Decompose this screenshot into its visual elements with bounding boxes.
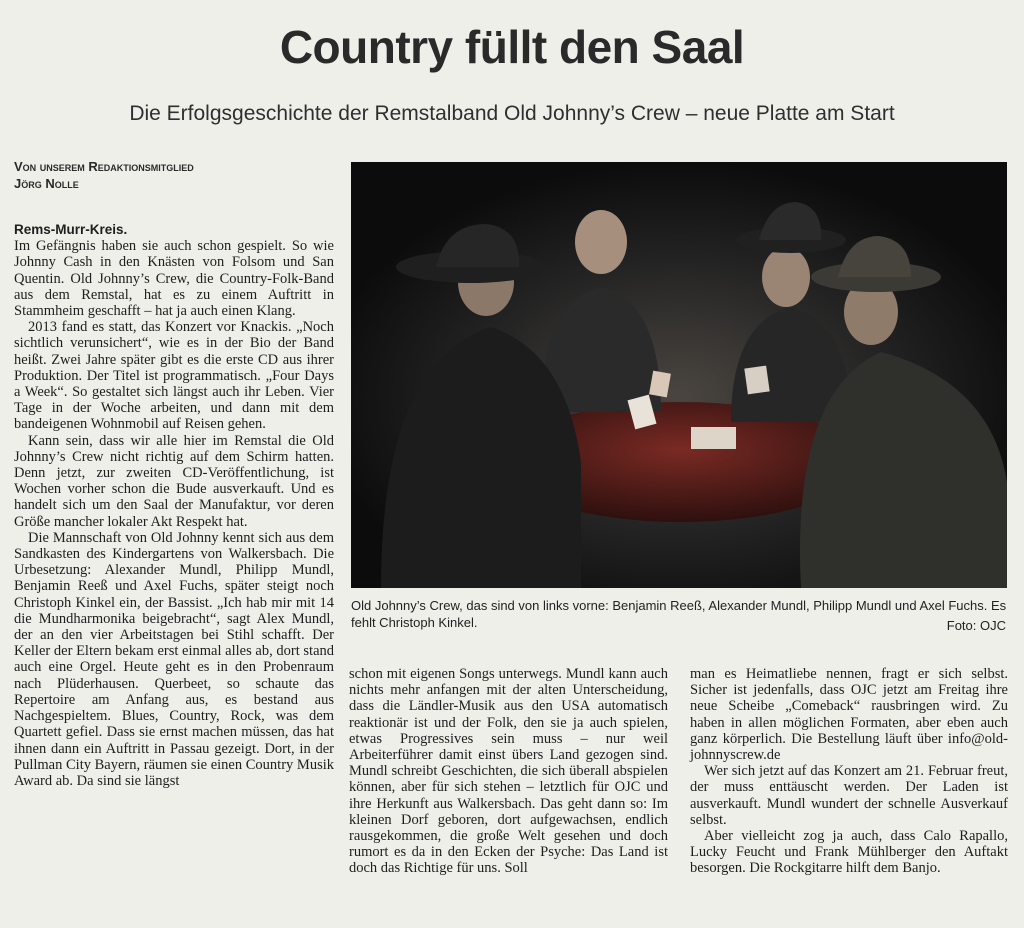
article-column-1 (14, 222, 334, 789)
article-column-2 (349, 666, 668, 877)
band-photo-illustration (351, 162, 1007, 588)
article-column-3 (690, 666, 1008, 877)
byline (14, 158, 334, 192)
dateline: Rems-Murr-Kreis. (14, 222, 128, 237)
paragraph: schon mit eigenen Songs unterwegs. Mundl kann auch nichts mehr anfangen mit der alten Unterscheidung, dass die Ländler-Musik aus den USA automatisch reaktionär ist und der Folk, den sie ja auch spielen, etwas Progressives sein muss – nur weil Arbeiterführer damit einst übers Land gezogen sind. Mundl schreibt Geschichten, die sich überall abspielen können, aber für sich stehen – letztlich für OJC und ihre Herkunft aus Walkersbach. Das geht dann so: Im kleinen Dorf geboren, dort aufgewachsen, endlich rausgekommen, die große Welt gesehen und doch rumort es da in den Ecken der Psyche: Das Land ist doch das Richtige für uns. Soll (349, 666, 668, 877)
paragraph: 2013 fand es statt, das Konzert vor Knackis. „Noch sichtlich verunsichert“, wie es in der Bio der Band heißt. Zwei Jahre später gibt es die erste CD aus ihrer Produktion. Der Titel ist programmatisch. „Four Days a Week“. So gestaltet sich längst auch ihr Leben. Vier Tage in der Woche arbeiten, und dann mit dem bandeigenen Wohnmobil auf Reisen gehen. (14, 319, 334, 433)
paragraph: Aber vielleicht zog ja auch, dass Calo Rapallo, Lucky Feucht und Frank Mühlberger den Auftakt besorgen. Die Rockgitarre hilft dem Banjo. (690, 828, 1008, 877)
byline-author: Jörg Nolle (14, 176, 79, 191)
paragraph: man es Heimatliebe nennen, fragt er sich selbst. Sicher ist jedenfalls, dass OJC jetzt am Freitag ihre neue Scheibe „Comeback“ rausbringen wird. Zu haben in allen möglichen Formaten, aber eben auch ganz körperlich. Die Bestellung läuft über info@old-johnnyscrew.de (690, 666, 1008, 764)
photo-caption: Old Johnny’s Crew, das sind von links vorne: Benjamin Reeß, Alexander Mundl, Philipp Mundl und Axel Fuchs. Es fehlt Christoph Kinkel. (351, 598, 1007, 630)
photo-credit: Foto: OJC (946, 618, 1006, 633)
paragraph: Die Mannschaft von Old Johnny kennt sich aus dem Sandkasten des Kindergartens von Walkersbach. Die Urbesetzung: Alexander Mundl, Philipp Mundl, Benjamin Reeß und Axel Fuchs, später steigt noch Christoph Kinkel ein, der Bassist. „Ich hab mir mit 14 die Mundharmonika beigebracht“, sagt Alex Mundl, der an den vier Arbeitstagen bei Stihl schafft. Der Keller der Eltern bekam erst einmal alles ab, dort stand auch eine Orgel. Heute geht es in den Probenraum nach Plüderhausen. Querbeet, so schaute das Repertoire am Anfang aus, es bestand aus Nachgespieltem. Blues, Country, Rock, was dem Quartett gefiel. Dass sie ernst machen müssen, das hat ihnen dann ein Auftritt in Passau gezeigt. Dort, in der Pullman City Bayern, räumen sie einen Country Musik Award ab. Da sind sie längst (14, 529, 334, 789)
paragraph: Wer sich jetzt auf das Konzert am 21. Februar freut, der muss enttäuscht werden. Der Laden ist ausverkauft. Mundl wundert der schnelle Ausverkauf selbst. (690, 763, 1008, 828)
paragraph: Kann sein, dass wir alle hier im Remstal die Old Johnny’s Crew nicht richtig auf dem Schirm hatten. Denn jetzt, zur zweiten CD-Veröffentlichung, ist Wochen vorher schon die Bude ausverkauft. Und es handelt sich um den Saal der Manufaktur, vor deren Größe mancher lokaler Akt Respekt hat. (14, 432, 334, 530)
paragraph: Im Gefängnis haben sie auch schon gespielt. So wie Johnny Cash in den Knästen von Folsom und San Quentin. Old Johnny’s Crew, die Country-Folk-Band aus dem Remstal, hat es zu einem Auftritt in Stammheim geschafft – hat ja auch einen Klang. (14, 238, 334, 320)
band-photo (351, 162, 1007, 588)
byline-role: Von unserem Redaktionsmitglied (14, 159, 194, 174)
subheadline: Die Erfolgsgeschichte der Remstalband Old Johnny’s Crew – neue Platte am Start (129, 102, 895, 125)
headline: Country füllt den Saal (279, 21, 745, 73)
